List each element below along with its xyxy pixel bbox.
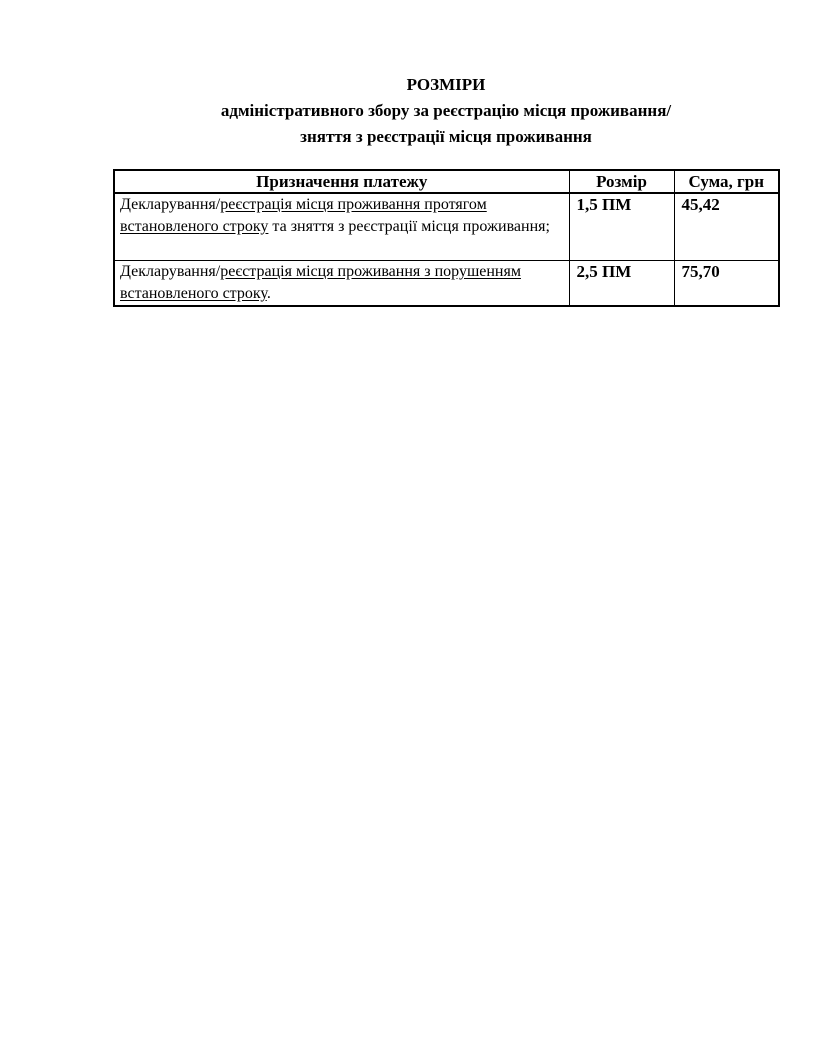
title-line-3: зняття з реєстрації місця проживання bbox=[300, 127, 592, 146]
cell-purpose-row2 bbox=[114, 261, 569, 307]
cell-sum-row1: 45,42 bbox=[674, 193, 779, 261]
cell-sum-row2: 75,70 bbox=[674, 261, 779, 307]
purpose-prefix: Декларування/ bbox=[120, 196, 221, 213]
fees-table bbox=[113, 169, 780, 307]
purpose-suffix: . bbox=[266, 285, 271, 302]
title-line-1: РОЗМІРИ bbox=[406, 75, 486, 94]
table-row bbox=[114, 261, 779, 307]
header-sum-uah: Сума, грн bbox=[674, 170, 779, 193]
document-title-block bbox=[114, 72, 778, 150]
table-header-row bbox=[114, 170, 779, 193]
cell-size-row2: 2,5 ПМ bbox=[569, 261, 674, 307]
header-size: Розмір bbox=[569, 170, 674, 193]
purpose-underlined-text: реєстрація місця проживання з порушенням встановленого строку bbox=[120, 263, 521, 302]
cell-purpose-row1 bbox=[114, 193, 569, 261]
header-payment-purpose: Призначення платежу bbox=[114, 170, 569, 193]
title-line-2: адміністративного збору за реєстрацію місця проживання/ bbox=[220, 101, 672, 120]
table-row bbox=[114, 193, 779, 261]
purpose-underlined-text: реєстрація місця проживання протягом встановленого строку bbox=[120, 196, 487, 235]
purpose-prefix: Декларування/ bbox=[120, 263, 221, 280]
cell-size-row1: 1,5 ПМ bbox=[569, 193, 674, 261]
purpose-suffix: та зняття з реєстрації місця проживання; bbox=[268, 218, 550, 235]
